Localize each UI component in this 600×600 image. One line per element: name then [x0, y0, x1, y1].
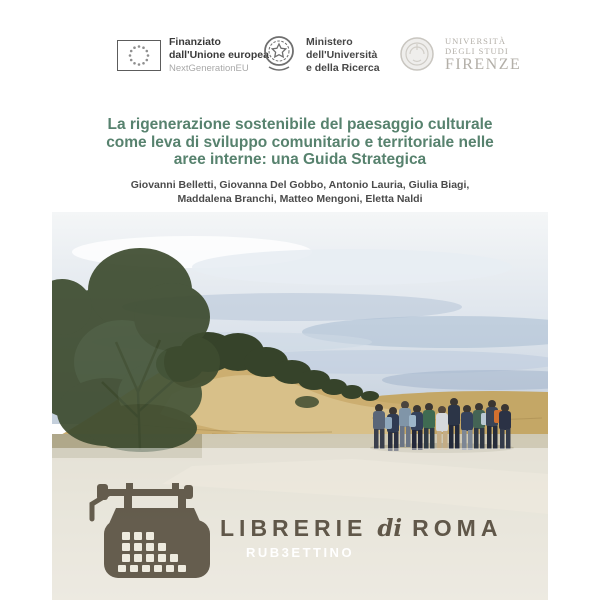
ministry-logo: [260, 33, 380, 77]
bookstore-watermark: [220, 515, 502, 542]
book-title: [40, 116, 560, 169]
ministry-line2: dell'Università: [306, 48, 378, 61]
authors-line2: Maddalena Branchi, Matteo Mengoni, Eletta Naldi: [177, 192, 423, 205]
university-line1: UNIVERSITÀ: [445, 35, 506, 46]
book-title-line1: La rigenerazione sostenibile del paesaggio culturale: [107, 116, 493, 133]
eu-funding-line2: dall'Unione europea: [169, 49, 269, 61]
book-authors: [60, 179, 540, 206]
ministry-line1: Ministero: [306, 35, 353, 48]
bookstore-connector: di: [377, 515, 403, 542]
bookstore-city: ROMA: [412, 515, 503, 541]
italy-emblem-icon: [260, 33, 298, 77]
book-title-line3: aree interne: una Guida Strategica: [173, 151, 427, 168]
unifi-seal-icon: [397, 34, 437, 74]
bookstore-name: LIBRERIE: [220, 515, 368, 541]
book-title-line2: come leva di sviluppo comunitario e territoriale nelle: [106, 133, 494, 151]
university-line3: FIRENZE: [445, 55, 522, 73]
university-line2: DEGLI STUDI: [445, 45, 509, 56]
ministry-line3: e della Ricerca: [306, 61, 380, 74]
cover-photo: [52, 212, 548, 600]
eu-funding-line3: NextGenerationEU: [169, 63, 249, 74]
eu-funding-line1: Finanziato: [169, 36, 221, 48]
eu-flag-icon: [117, 40, 161, 71]
eu-flag-stars: [119, 42, 159, 69]
publisher-logo: RUB3ETTINO: [246, 545, 355, 560]
university-logo: [397, 34, 521, 74]
eu-funding-logo: [117, 36, 269, 75]
authors-line1: Giovanni Belletti, Giovanna Del Gobbo, Antonio Lauria, Giulia Biagi,: [130, 179, 470, 191]
